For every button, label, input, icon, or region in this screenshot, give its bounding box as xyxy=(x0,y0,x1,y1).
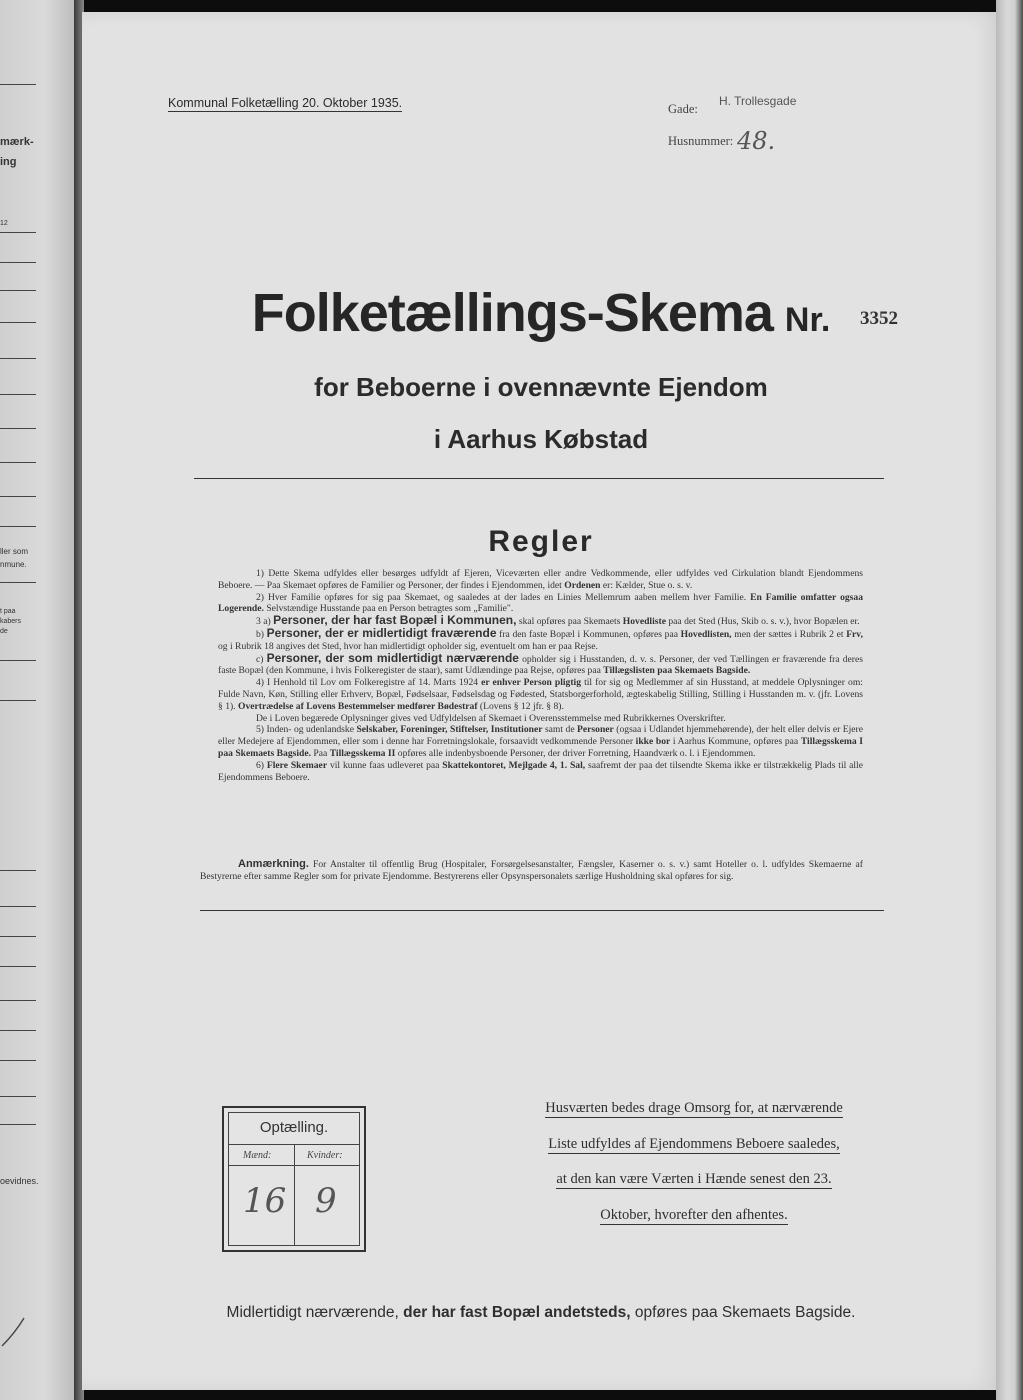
tally-title: Optælling. xyxy=(259,1119,329,1136)
tally-men-label: Mænd: xyxy=(243,1150,272,1161)
census-form-sheet xyxy=(80,12,1000,1390)
left-rule xyxy=(0,1000,36,1001)
form-location: i Aarhus Købstad xyxy=(433,424,649,454)
footer-note: Midlertidigt nærværende, der har fast Bopæl andetsteds, opføres paa Skemaets Bagside. xyxy=(226,1304,856,1321)
pencil-mark-icon xyxy=(0,1310,40,1350)
rule-4: 4) I Henhold til Lov om Folkeregistre af 14. Marts 1924 er enhver Person pligtig til for sig og Medlemmer af sin Husstand, at meddele Oplysninger om: Fulde Navn, Køn, Stilling eller Erhverv, Bopæl, Fødselsaar, Fødselsdag og Fødested, Statsborgerforhold, ægteskabelig Stilling, Stilling i Husstanden m. v. (jfr. Lovens § 1). Overtrædelse af Lovens Bestemmelser medfører Bødestraf (Lovens § 12 jfr. § 8). xyxy=(218,677,863,712)
left-fragment: mærk- xyxy=(0,136,34,148)
rule-3a: 3 a) Personer, der har fast Bopæl i Kommunen, skal opføres paa Skemaets Hovedliste paa det Sted (Hus, Skib o. s. v.), hvor Bopælen er. xyxy=(256,613,860,628)
rule-5: 5) Inden- og udenlandske Selskaber, Foreninger, Stiftelser, Institutioner samt de Personer (ogsaa i Udlandet hjemmehørende), der helt eller delvis er Ejere eller Medejere af Ejendommen, eller som i denne har Forretningslokale, forsaavidt vedkommende Personer ikke bor i Aarhus Kommune, opføres paa Tillægsskema I paa Skemaets Bagside. Paa Tillægsskema II opføres alle indenbysboende Personer, der driver Forretning, Haandværk o. l. i Ejendommen. xyxy=(218,724,863,759)
notice-line: at den kan være Værten i Hænde senest den 23. xyxy=(556,1171,832,1187)
form-title-nr: Nr. xyxy=(784,301,831,339)
remark-text: For Anstalter til offentlig Brug (Hospitaler, Forsørgelsesanstalter, Fængsler, Kaserner o. s. v.) samt Hoteller o. l. udfyldes Skemaerne af Bestyrerne efter samme Regler som for private Ejendomme. Bestyrerens eller Opsynspersonalets særlige Husholdning skal opføres for sig. xyxy=(200,859,863,882)
left-rule xyxy=(0,84,36,85)
tally-rule xyxy=(229,1165,359,1166)
left-fragment: de xyxy=(0,628,8,635)
house-number-label: Husnummer: xyxy=(668,134,734,148)
house-number-value: 48. xyxy=(737,127,776,155)
left-fragment: 12 xyxy=(0,220,8,227)
left-rule xyxy=(0,660,36,661)
rule-6: 6) Flere Skemaer vil kunne faas udleveret paa Skattekontoret, Mejlgade 4, 1. Sal, saafremt der paa det tilsendte Skema ikke er tilstrækkelig Plads til alle Ejendommens Beboere. xyxy=(218,759,863,783)
left-rule xyxy=(0,1096,36,1097)
rule-3b: b) Personer, der er midlertidigt fraværende fra den faste Bopæl i Kommunen, opføres paa Hovedlisten, men der sættes i Rubrik 2 et Frv, og i Rubrik 18 angives det Sted, hvor han midlertidigt opholder sig, eventuelt om han er paa Rejse. xyxy=(218,625,863,652)
previous-page-sliver xyxy=(0,0,74,1400)
left-rule xyxy=(0,1030,36,1031)
form-subtitle: for Beboerne i ovennævnte Ejendom xyxy=(314,372,768,402)
left-rule xyxy=(0,394,36,395)
left-rule xyxy=(0,262,36,263)
left-rule xyxy=(0,428,36,429)
rule-4-note: De i Loven begærede Oplysninger gives ved Udfyldelsen af Skemaet i Overensstemmelse med Rubrikkernes Overskrifter. xyxy=(256,712,726,724)
left-rule xyxy=(0,906,36,907)
page-edge xyxy=(996,0,1023,1400)
rules-text xyxy=(218,568,863,783)
form-title-main: Folketællings-Skema xyxy=(251,283,773,343)
rule-3c: c) Personer, der som midlertidigt nærværende opholder sig i Husstanden, d. v. s. Personer, der ved Tællingen er fraværende fra deres faste Bopæl (den Kommune, i hvis Folkeregister de staar), samt Udlændinge paa Rejse, opføres paa Tillægslisten paa Skemaets Bagside. xyxy=(218,650,863,677)
tally-men-value: 16 xyxy=(243,1181,287,1221)
left-rule xyxy=(0,290,36,291)
tally-column-divider xyxy=(294,1144,295,1245)
left-rule xyxy=(0,1124,36,1125)
left-rule xyxy=(0,870,36,871)
form-number: 3352 xyxy=(860,308,898,329)
left-rule xyxy=(0,936,36,937)
left-fragment: ller som xyxy=(0,547,29,556)
street-label: Gade: xyxy=(668,102,698,116)
tally-box xyxy=(222,1106,366,1252)
notice-line: Oktober, hvorefter den afhentes. xyxy=(600,1207,788,1223)
divider xyxy=(194,478,884,479)
left-rule xyxy=(0,462,36,463)
left-fragment: nmune. xyxy=(0,560,27,569)
tally-women-label: Kvinder: xyxy=(307,1150,343,1161)
remark xyxy=(200,859,863,883)
rules-heading: Regler xyxy=(488,525,594,558)
left-rule xyxy=(0,232,36,233)
left-rule xyxy=(0,358,36,359)
remark-label: Anmærkning. xyxy=(238,858,309,870)
rule-2: 2) Hver Familie opføres for sig paa Skemaet, og saaledes at der lades en Linies Mellemrum aaben mellem hver Familie. En Familie omfatter ogsaa Logerende. Selvstændige Husstande paa en Person betragtes som „Familie". xyxy=(218,591,863,615)
left-rule xyxy=(0,322,36,323)
left-rule xyxy=(0,1060,36,1061)
divider xyxy=(200,910,884,911)
census-header: Kommunal Folketælling 20. Oktober 1935. xyxy=(168,96,403,110)
left-fragment: t paa xyxy=(0,608,16,615)
left-rule xyxy=(0,966,36,967)
left-fragment: oevidnes. xyxy=(0,1176,39,1186)
left-rule xyxy=(0,526,36,527)
left-rule xyxy=(0,582,36,583)
left-rule xyxy=(0,496,36,497)
notice-line: Husværten bedes drage Omsorg for, at nærværende xyxy=(545,1100,843,1116)
left-rule xyxy=(0,700,36,701)
left-fragment: ing xyxy=(0,156,17,168)
rule-1: 1) Dette Skema udfyldes eller besørges udfyldt af Ejeren, Viceværten eller andre Vedkommende, eller udfyldes ved Cirkulation blandt Ejendommens Beboere. — Paa Skemaet opføres de Familier og Personer, der findes i Ejendommen, idet Ordenen er: Kælder, Stue o. s. v. xyxy=(218,568,863,591)
notice-line: Liste udfyldes af Ejendommens Beboere saaledes, xyxy=(548,1136,840,1152)
street-value: H. Trollesgade xyxy=(719,94,797,108)
tally-women-value: 9 xyxy=(315,1181,337,1221)
left-fragment: kabers xyxy=(0,618,22,625)
